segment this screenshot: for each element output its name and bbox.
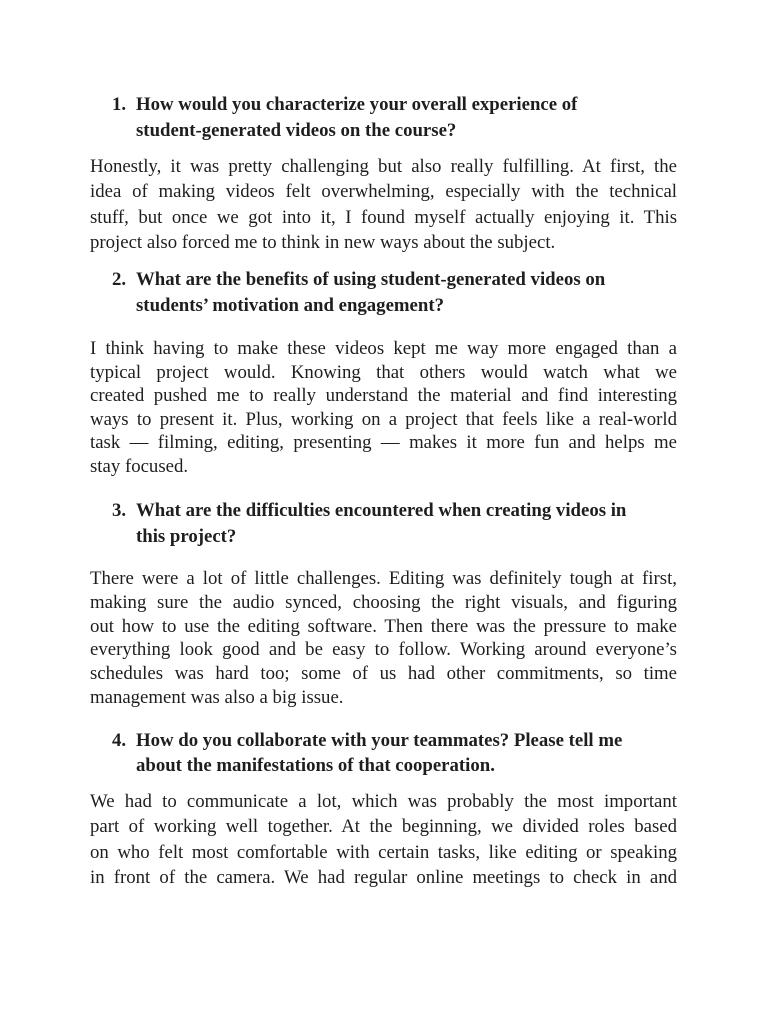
answer-line: typical project would. Knowing that others would watch what we [90,361,677,383]
question-line: about the manifestations of that cooperation. [136,755,495,776]
answer-line: created pushed me to really understand the material and find interesting [90,385,677,407]
question-line: this project? [136,526,237,547]
answer-line: everything look good and be easy to follow. Working around everyone’s [90,639,677,661]
answer-line: I think having to make these videos kept me way more engaged than a [90,338,677,359]
answer-line: management was also a big issue. [90,686,344,708]
answer-line: idea of making videos felt overwhelming, especially with the technical [90,181,677,203]
answer-line: schedules was hard too; some of us had other commitments, so time [90,663,677,685]
question-number: 1. [112,94,127,115]
answer-line: project also forced me to think in new ways about the subject. [90,231,556,253]
question-number: 4. [112,730,127,751]
answer-4 [90,789,677,890]
question-line: What are the difficulties encountered when creating videos in [136,500,627,521]
answer-line: Honestly, it was pretty challenging but also really fulfilling. At first, the [90,156,677,177]
question-3 [90,498,677,550]
answer-line: part of working well together. At the beginning, we divided roles based [90,816,677,838]
answer-line: stuff, but once we got into it, I found myself actually enjoying it. This [90,206,677,228]
answer-line: making sure the audio synced, choosing the right visuals, and figuring [90,591,677,613]
question-line: How do you collaborate with your teammates? Please tell me [136,730,623,751]
answer-line: on who felt most comfortable with certain tasks, like editing or speaking [90,841,677,863]
question-line: student-generated videos on the course? [136,119,457,141]
question-number: 3. [112,500,127,521]
answer-line: ways to present it. Plus, working on a project that feels like a real-world [90,408,677,430]
question-line: students’ motivation and engagement? [136,295,444,316]
answer-line: out how to use the editing software. Then there was the pressure to make [90,615,677,637]
question-number: 2. [112,269,127,290]
answer-1 [90,154,677,255]
answer-line: in front of the camera. We had regular online meetings to check in and [90,866,677,888]
question-4 [90,728,677,778]
question-line: What are the benefits of using student-generated videos on [136,269,606,290]
answer-line: There were a lot of little challenges. Editing was definitely tough at first, [90,568,677,589]
answer-2 [90,337,677,479]
answer-line: task — filming, editing, presenting — makes it more fun and helps me [90,432,677,454]
question-2 [90,267,677,319]
answer-line: We had to communicate a lot, which was probably the most important [90,791,677,812]
question-1 [90,92,677,143]
question-line: How would you characterize your overall experience of [136,94,578,115]
answer-3 [90,567,677,710]
answer-line: stay focused. [90,455,189,477]
